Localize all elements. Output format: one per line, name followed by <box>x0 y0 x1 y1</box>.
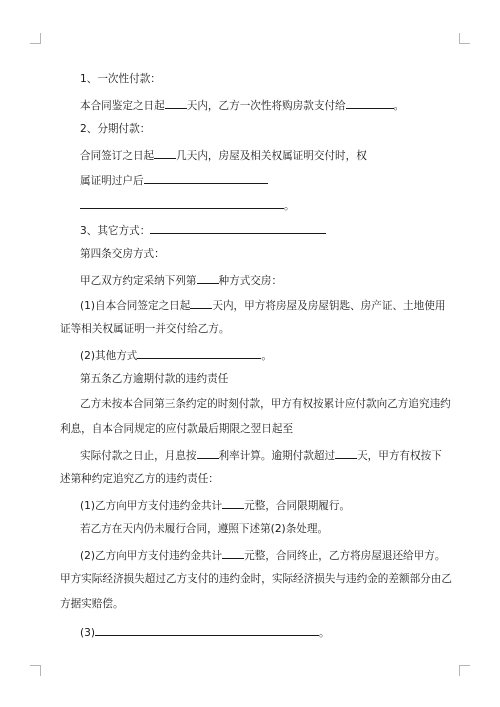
text-segment: 若乙方在天内仍未履行合同，遵照下述第(2)条处理。 <box>80 523 329 535</box>
text-segment: 实际付款之日止，月息按 <box>80 450 197 462</box>
text-segment: 属证明过户后 <box>80 175 144 187</box>
text-segment: 种方式交房： <box>218 275 283 287</box>
text-line <box>60 322 230 336</box>
text-segment: 2、分期付款： <box>80 123 151 135</box>
text-line <box>80 72 161 86</box>
fill-in-blank <box>197 272 219 284</box>
text-segment: 天内，甲方将房屋及房屋钥匙、房产证、土地使用 <box>212 300 446 312</box>
text-segment: 1、一次性付款： <box>80 73 161 85</box>
text-line <box>80 522 328 536</box>
page-corner-mark-top-left <box>30 33 41 44</box>
text-segment: 天，甲方有权按下 <box>357 450 442 462</box>
text-segment: 利率计算。逾期付款超过 <box>218 450 336 462</box>
fill-in-blank <box>95 624 319 636</box>
text-segment: 乙方未按本合同第三条约定的时刻付款，甲方有权按累计应付款向乙方追究违约 <box>80 398 451 410</box>
text-line <box>80 122 150 136</box>
text-segment: 3、其它方式： <box>80 225 151 237</box>
text-line <box>80 272 282 288</box>
text-segment: 天内，乙方一次性将购房款支付给 <box>186 100 346 112</box>
text-segment: (2)其他方式 <box>80 350 138 362</box>
fill-in-blank <box>144 172 268 184</box>
text-segment: 元整，合同限期履行。 <box>244 500 351 512</box>
text-line <box>80 297 445 313</box>
page-corner-mark-bottom-left <box>30 665 41 676</box>
text-line <box>80 372 228 386</box>
text-line <box>80 397 451 411</box>
text-segment: 。 <box>393 100 405 112</box>
fill-in-blank <box>346 97 394 109</box>
text-segment: 。 <box>284 200 295 212</box>
text-line <box>80 197 295 213</box>
text-line <box>80 447 442 463</box>
text-line <box>80 547 445 563</box>
text-segment: 证等相关权属证明一并交付给乙方。 <box>60 323 230 335</box>
fill-in-blank <box>165 97 187 109</box>
text-segment: 合同签订之日起 <box>80 150 155 162</box>
text-line <box>80 347 272 363</box>
fill-in-blank <box>222 547 244 559</box>
text-segment: 。 <box>319 627 330 639</box>
text-segment: 几天内，房屋及相关权属证明交付时，权 <box>176 150 367 162</box>
text-segment: (3) <box>80 627 96 639</box>
text-segment: 第五条乙方逾期付款的违约责任 <box>80 373 229 385</box>
text-line <box>80 497 350 513</box>
text-line <box>60 597 124 611</box>
fill-in-blank <box>190 297 212 309</box>
text-line <box>80 172 268 188</box>
text-segment: 利息，自本合同规定的应付款最后期限之翌日起至 <box>60 423 294 435</box>
fill-in-blank <box>335 447 357 459</box>
text-segment: 甲乙双方约定采纳下列第 <box>80 275 197 287</box>
text-segment: 述第种约定追究乙方的违约责任： <box>60 473 219 485</box>
text-line <box>60 472 219 486</box>
text-line <box>60 422 293 436</box>
text-segment: 甲方实际经济损失超过乙方支付的违约金时，实际经济损失与违约金的差额部分由乙 <box>60 573 452 585</box>
text-line <box>80 97 404 113</box>
fill-in-blank <box>80 197 284 209</box>
fill-in-blank <box>150 222 326 234</box>
page-corner-mark-top-right <box>459 33 470 44</box>
fill-in-blank <box>137 347 261 359</box>
fill-in-blank <box>197 447 219 459</box>
text-segment: 本合同鉴定之日起 <box>80 100 165 112</box>
fill-in-blank <box>154 147 176 159</box>
text-segment: (1)乙方向甲方支付违约金共计 <box>80 500 223 512</box>
text-segment: (1)自本合同签定之日起 <box>80 300 191 312</box>
text-segment: 第四条交房方式： <box>80 248 165 260</box>
text-line <box>80 624 330 640</box>
fill-in-blank <box>222 497 244 509</box>
text-line <box>80 222 326 238</box>
text-line <box>80 147 367 163</box>
text-line <box>60 572 452 586</box>
text-segment: 方据实赔偿。 <box>60 598 124 610</box>
text-segment: 。 <box>261 350 272 362</box>
page-corner-mark-bottom-right <box>459 665 470 676</box>
text-segment: 元整，合同终止，乙方将房屋退还给甲方。 <box>244 550 446 562</box>
text-line <box>80 247 165 261</box>
text-segment: (2)乙方向甲方支付违约金共计 <box>80 550 223 562</box>
